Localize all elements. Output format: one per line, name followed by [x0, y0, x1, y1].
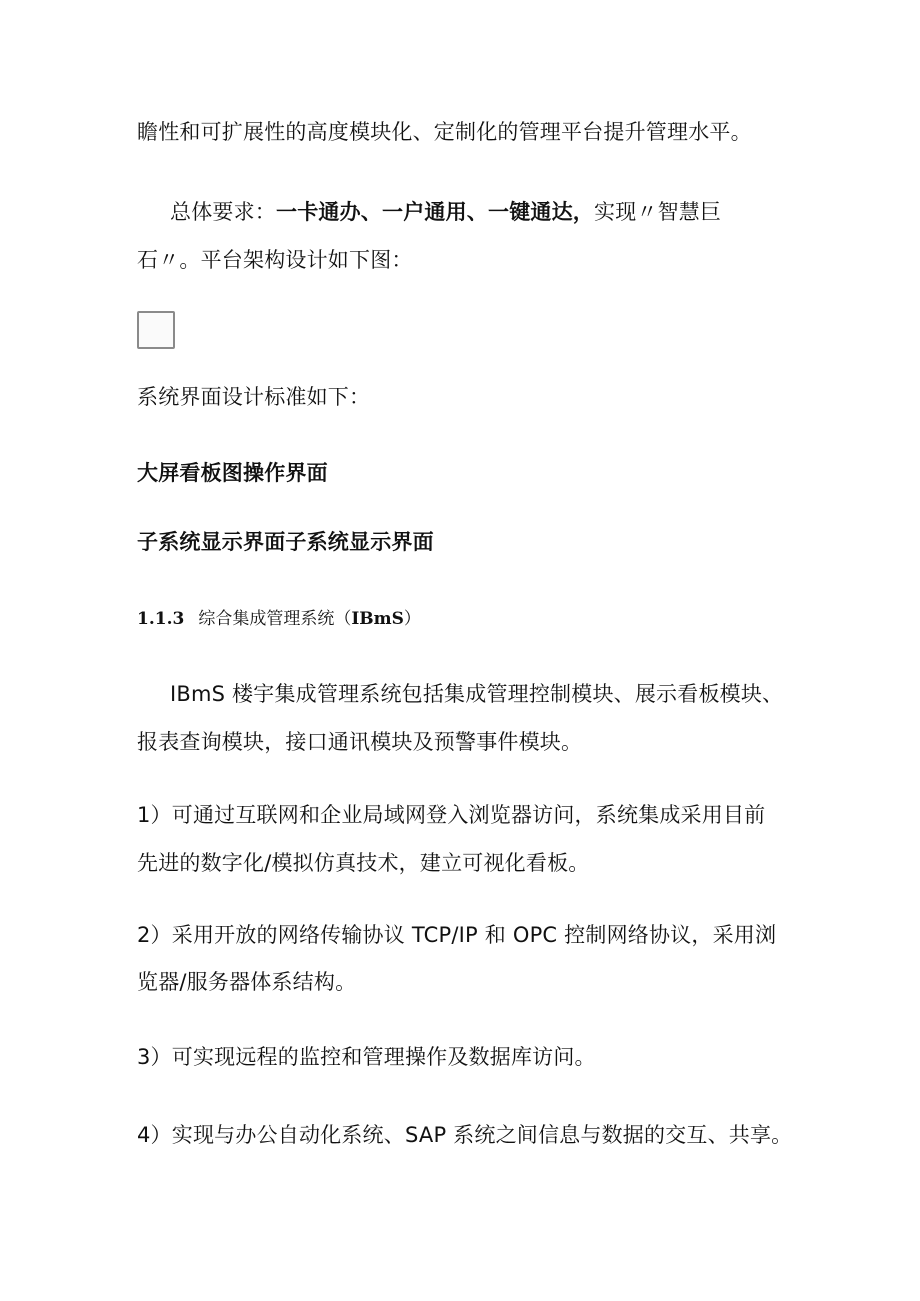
ui-standard-intro: 系统界面设计标准如下：	[137, 385, 371, 409]
section-title: 综合集成管理系统（	[198, 609, 352, 629]
section-heading	[137, 607, 421, 631]
ibms-intro-line2: 报表查询模块，接口通讯模块及预警事件模块。	[137, 730, 583, 754]
section-number: 1.1.3	[137, 609, 185, 629]
list-item-3-line1: 3）可实现远程的监控和管理操作及数据库访问。	[137, 1045, 596, 1069]
broken-image-icon	[137, 311, 175, 349]
overall-requirements-line2: 石〃。平台架构设计如下图：	[137, 248, 413, 272]
requirements-prefix: 总体要求：	[170, 200, 276, 224]
list-item-1-line2: 先进的数字化/模拟仿真技术，建立可视化看板。	[137, 851, 590, 875]
section-code: IBmS	[351, 609, 404, 629]
requirements-bold: 一卡通办、一户通用、一键通达，	[276, 200, 594, 224]
paragraph-continuation: 瞻性和可扩展性的高度模块化、定制化的管理平台提升管理水平。	[137, 120, 752, 144]
list-item-2-line1: 2）采用开放的网络传输协议 TCP/IP 和 OPC 控制网络协议，采用浏	[137, 923, 777, 947]
ibms-intro-line1: IBmS 楼宇集成管理系统包括集成管理控制模块、展示看板模块、	[170, 682, 784, 706]
list-item-4-line1: 4）实现与办公自动化系统、SAP 系统之间信息与数据的交互、共享。	[137, 1123, 793, 1147]
heading-dashboard-ui: 大屏看板图操作界面	[137, 461, 328, 485]
section-close: ）	[403, 609, 421, 629]
requirements-suffix: 实现〃智慧巨	[594, 200, 722, 224]
list-item-1-line1: 1）可通过互联网和企业局域网登入浏览器访问，系统集成采用目前	[137, 803, 766, 827]
overall-requirements-line1	[170, 198, 721, 226]
heading-subsystem-ui: 子系统显示界面子系统显示界面	[137, 530, 434, 554]
list-item-2-line2: 览器/服务器体系结构。	[137, 970, 357, 994]
